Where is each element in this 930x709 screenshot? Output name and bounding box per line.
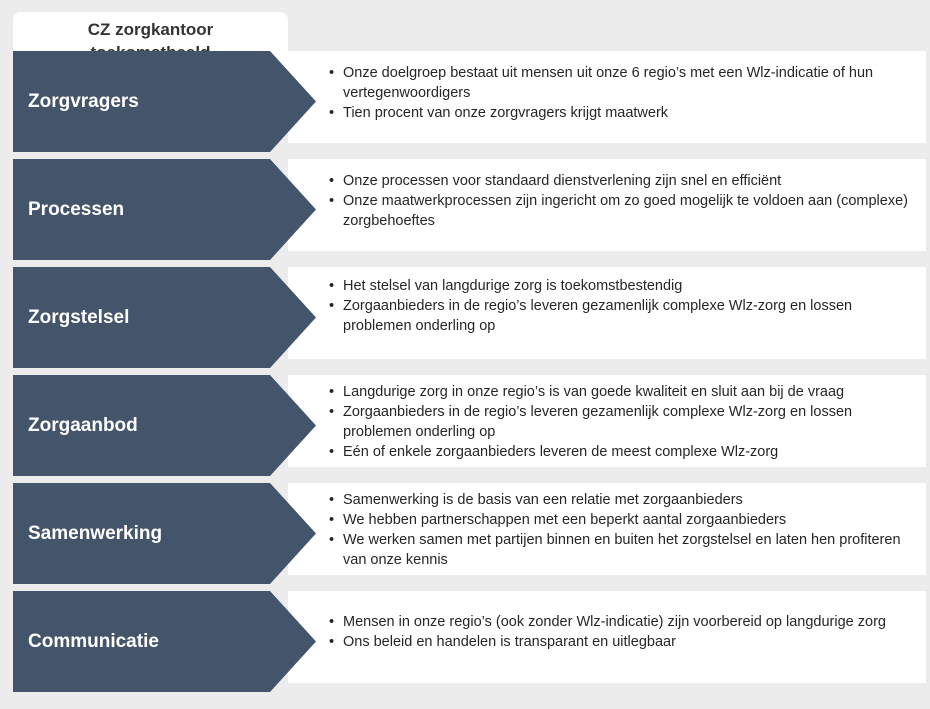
row-zorgaanbod <box>13 375 927 476</box>
category-label: Processen <box>28 198 125 220</box>
row-zorgvragers <box>13 51 927 152</box>
bullet-item: • We werken samen met partijen binnen en buiten het zorgstelsel en laten hen profiteren van onze kennis <box>329 530 914 570</box>
bullet-item: • Onze doelgroep bestaat uit mensen uit onze 6 regio’s met een Wlz-indicatie of hun vertegenwoordigers <box>329 63 914 103</box>
bullet-list <box>329 267 914 368</box>
bullet-item: • Onze processen voor standaard dienstverlening zijn snel en efficiënt <box>329 171 914 191</box>
category-label: Zorgvragers <box>28 90 139 112</box>
bullet-list <box>329 483 914 584</box>
bullet-item: • Ons beleid en handelen is transparant en uitlegbaar <box>329 632 914 652</box>
diagram-title: CZ zorgkantoor <box>87 20 214 39</box>
bullet-list <box>329 591 914 692</box>
bullet-item: • Eén of enkele zorgaanbieders leveren de meest complexe Wlz-zorg <box>329 442 914 462</box>
row-communicatie <box>13 591 927 692</box>
row-zorgstelsel <box>13 267 927 368</box>
bullet-item: • Samenwerking is de basis van een relatie met zorgaanbieders <box>329 490 914 510</box>
category-label: Samenwerking <box>28 522 163 544</box>
category-label: Communicatie <box>28 630 159 652</box>
bullet-item: • Langdurige zorg in onze regio’s is van goede kwaliteit en sluit aan bij de vraag <box>329 382 914 402</box>
bullet-list <box>329 51 914 152</box>
bullet-item: • Zorgaanbieders in de regio’s leveren gezamenlijk complexe Wlz-zorg en lossen problemen onderling op <box>329 296 914 336</box>
bullet-item: • Zorgaanbieders in de regio’s leveren gezamenlijk complexe Wlz-zorg en lossen problemen onderling op <box>329 402 914 442</box>
bullet-item: • Tien procent van onze zorgvragers krijgt maatwerk <box>329 103 914 123</box>
category-label: Zorgaanbod <box>28 414 138 436</box>
bullet-item: • Het stelsel van langdurige zorg is toekomstbestendig <box>329 276 914 296</box>
bullet-item: • Onze maatwerkprocessen zijn ingericht om zo goed mogelijk te voldoen aan (complexe) zorgbehoeftes <box>329 191 914 231</box>
category-label: Zorgstelsel <box>28 306 130 328</box>
row-processen <box>13 159 927 260</box>
row-samenwerking <box>13 483 927 584</box>
bullet-item: • Mensen in onze regio’s (ook zonder Wlz-indicatie) zijn voorbereid op langdurige zorg <box>329 612 914 632</box>
bullet-list <box>329 375 914 476</box>
bullet-list <box>329 159 914 260</box>
bullet-item: • We hebben partnerschappen met een beperkt aantal zorgaanbieders <box>329 510 914 530</box>
